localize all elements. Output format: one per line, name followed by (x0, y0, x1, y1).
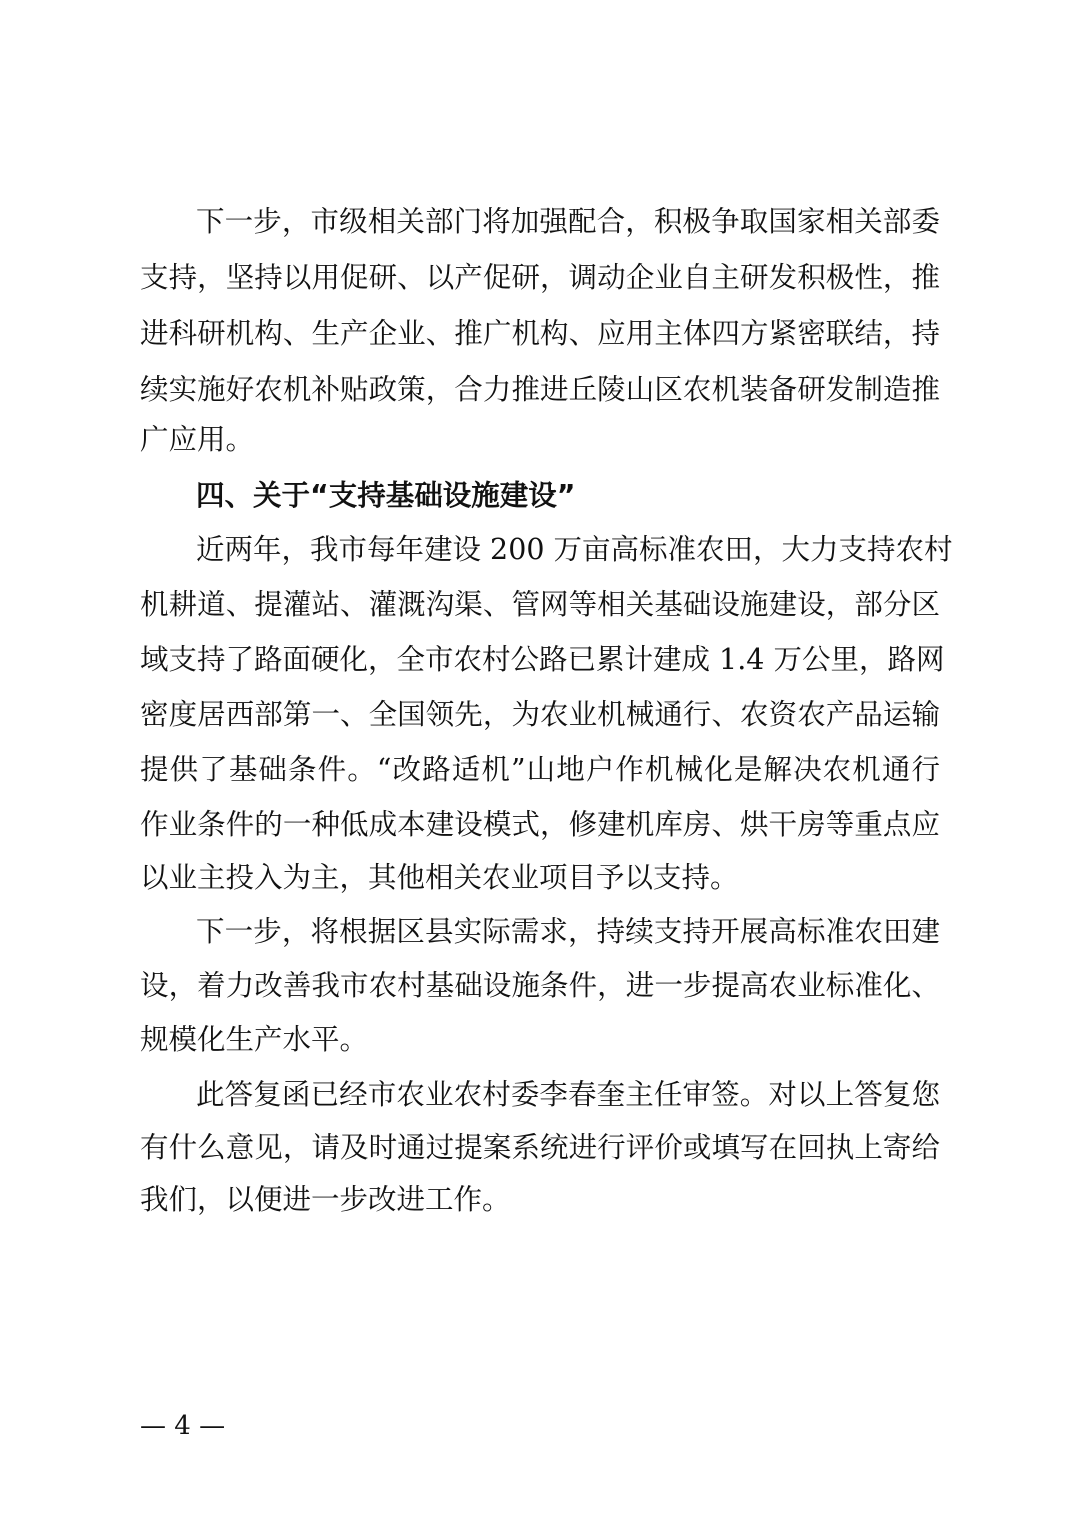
paragraph-2-line-3: 域支持了路面硬化，全市农村公路已累计建成 1.4 万公里，路网 (140, 643, 945, 676)
paragraph-4-line-3: 我们，以便进一步改进工作。 (140, 1183, 511, 1216)
page-number: — 4 — (140, 1411, 226, 1441)
paragraph-2-line-5: 提供了基础条件。“改路适机”山地户作机械化是解决农机通行 (140, 753, 940, 786)
paragraph-1-line-4: 续实施好农机补贴政策，合力推进丘陵山区农机装备研发制造推 (140, 373, 940, 406)
paragraph-2-line-4: 密度居西部第一、全国领先，为农业机械通行、农资农产品运输 (140, 698, 940, 731)
paragraph-1-line-5: 广应用。 (140, 423, 255, 456)
paragraph-3-line-2: 设，着力改善我市农村基础设施条件，进一步提高农业标准化、 (140, 969, 940, 1002)
section-heading: 四、关于“支持基础设施建设” (196, 479, 576, 512)
paragraph-1-line-2: 支持，坚持以用促研、以产促研，调动企业自主研发积极性，推 (140, 261, 940, 294)
paragraph-2-line-1: 近两年，我市每年建设 200 万亩高标准农田，大力支持农村 (196, 533, 953, 566)
paragraph-1-line-1: 下一步，市级相关部门将加强配合，积极争取国家相关部委 (196, 205, 940, 238)
paragraph-3-line-1: 下一步，将根据区县实际需求，持续支持开展高标准农田建 (196, 915, 940, 948)
paragraph-2-line-6: 作业条件的一种低成本建设模式，修建机库房、烘干房等重点应 (140, 808, 940, 841)
paragraph-4-line-1: 此答复函已经市农业农村委李春奎主任审签。对以上答复您 (196, 1078, 940, 1111)
paragraph-3-line-3: 规模化生产水平。 (140, 1023, 369, 1056)
paragraph-4-line-2: 有什么意见，请及时通过提案系统进行评价或填写在回执上寄给 (140, 1131, 940, 1164)
paragraph-2-line-7: 以业主投入为主，其他相关农业项目予以支持。 (140, 861, 739, 894)
paragraph-1-line-3: 进科研机构、生产企业、推广机构、应用主体四方紧密联结，持 (140, 317, 940, 350)
paragraph-2-line-2: 机耕道、提灌站、灌溉沟渠、管网等相关基础设施建设，部分区 (140, 588, 940, 621)
